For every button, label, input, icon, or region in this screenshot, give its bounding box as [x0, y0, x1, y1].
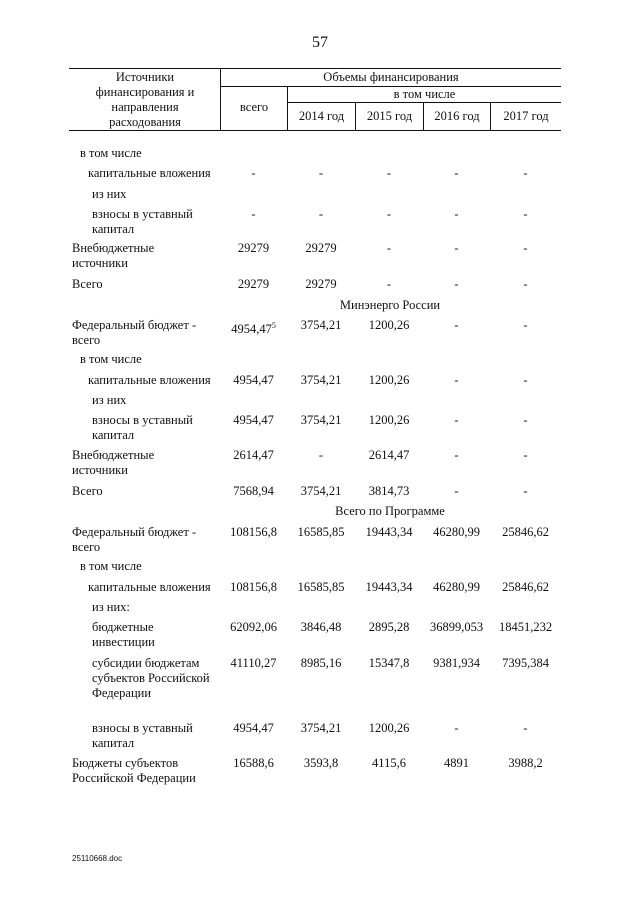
cell-year-2015: [355, 721, 423, 736]
cell-value: 19443,34: [365, 525, 413, 539]
cell-value: 4954,47: [233, 373, 274, 387]
cell-year-2014: [287, 756, 355, 771]
cell-total: [220, 580, 287, 595]
cell-value: -: [454, 721, 459, 735]
cell-year-2015: [355, 448, 423, 463]
cell-year-2017: [490, 484, 561, 499]
header-incl-rule: [287, 102, 561, 103]
cell-year-2017: [490, 580, 561, 595]
cell-value: -: [523, 166, 528, 180]
cell-year-2016: [423, 756, 490, 771]
cell-year-2017: [490, 277, 561, 292]
cell-value: -: [523, 413, 528, 427]
cell-year-2015: [355, 756, 423, 771]
cell-year-2015: [355, 166, 423, 181]
cell-year-2016: [423, 166, 490, 181]
cell-year-2017: [490, 525, 561, 540]
row-label: в том числе: [80, 146, 142, 160]
cell-year-2014: [287, 373, 355, 388]
cell-year-2016: [423, 484, 490, 499]
cell-value: -: [523, 241, 528, 255]
cell-total: [220, 413, 287, 428]
cell-total: [220, 525, 287, 540]
cell-value: -: [251, 166, 256, 180]
cell-value: -: [523, 448, 528, 462]
cell-year-2017: [490, 373, 561, 388]
cell-value: 41110,27: [230, 656, 277, 670]
cell-total: [220, 373, 287, 388]
cell-value: 4891: [444, 756, 469, 770]
cell-year-2016: [423, 620, 490, 635]
cell-year-2016: [423, 656, 490, 671]
cell-year-2014: [287, 448, 355, 463]
header-top-rule: [69, 68, 561, 69]
cell-value: 9381,934: [433, 656, 480, 670]
cell-value: -: [454, 277, 459, 291]
cell-value: 36899,053: [429, 620, 484, 634]
row-label: взносы в уставный капитал: [92, 207, 193, 236]
cell-year-2016: [423, 448, 490, 463]
row-label: бюджетные инвестиции: [92, 620, 155, 649]
cell-value: 16588,6: [233, 756, 274, 770]
cell-year-2017: [490, 207, 561, 222]
cell-year-2014: [287, 580, 355, 595]
cell-year-2014: [287, 318, 355, 333]
row-label: капитальные вложения: [88, 373, 211, 387]
row-label: взносы в уставный капитал: [92, 413, 193, 442]
cell-year-2015: [355, 525, 423, 540]
row-label: взносы в уставный капитал: [92, 721, 193, 750]
cell-year-2017: [490, 241, 561, 256]
header-volume: Объемы финансирования: [323, 70, 459, 84]
cell-year-2017: [490, 721, 561, 736]
header-year-2015: 2015 год: [366, 109, 413, 123]
header-source-column: Источники финансирования и направления расходования: [95, 70, 195, 129]
cell-value: 2614,47: [233, 448, 274, 462]
row-label: в том числе: [80, 352, 142, 366]
header-bottom-rule: [69, 130, 561, 131]
cell-value: 3988,2: [508, 756, 543, 770]
cell-value: -: [318, 207, 324, 221]
cell-value: 25846,62: [502, 580, 549, 594]
cell-value: -: [454, 166, 459, 180]
cell-value: -: [386, 241, 392, 255]
row-label: субсидии бюджетам субъектов Российской Федерации: [92, 656, 210, 700]
cell-year-2014: [287, 484, 355, 499]
cell-year-2014: [287, 656, 355, 671]
cell-total: [220, 448, 287, 463]
cell-value: 16585,85: [297, 525, 345, 539]
cell-value: 2895,28: [368, 620, 410, 634]
page-number: 57: [312, 34, 328, 51]
cell-total: [220, 721, 287, 736]
cell-year-2016: [423, 318, 490, 333]
cell-value: 7395,384: [502, 656, 549, 670]
document-filename: 25110668.doc: [72, 854, 123, 863]
cell-value: 1200,26: [368, 721, 410, 735]
row-label: из них: [92, 393, 127, 407]
cell-year-2015: [355, 277, 423, 292]
cell-value: 1200,26: [368, 373, 410, 387]
cell-total: [220, 656, 287, 671]
cell-value: 8985,16: [300, 656, 342, 670]
cell-year-2014: [287, 241, 355, 256]
cell-year-2016: [423, 241, 490, 256]
cell-value: 29279: [305, 241, 337, 255]
footnote-marker: 5: [271, 321, 276, 330]
cell-year-2014: [287, 721, 355, 736]
cell-value: 4954,47: [231, 322, 272, 336]
cell-value: -: [454, 448, 459, 462]
row-label: Федеральный бюджет - всего: [72, 318, 197, 347]
cell-value: -: [318, 448, 324, 462]
cell-year-2016: [423, 373, 490, 388]
cell-value: 16585,85: [297, 580, 345, 594]
cell-value: -: [386, 277, 392, 291]
cell-year-2014: [287, 525, 355, 540]
header-total: всего: [239, 100, 269, 114]
row-label: Внебюджетные источники: [72, 448, 155, 477]
cell-year-2014: [287, 207, 355, 222]
cell-year-2017: [490, 413, 561, 428]
cell-value: 3814,73: [368, 484, 410, 498]
header-incl: в том числе: [393, 87, 456, 101]
cell-value: -: [454, 241, 459, 255]
cell-year-2016: [423, 207, 490, 222]
cell-value: 25846,62: [502, 525, 549, 539]
cell-year-2016: [423, 580, 490, 595]
cell-value: 3754,21: [300, 373, 342, 387]
row-label: Всего: [72, 277, 103, 291]
section-heading: Всего по Программе: [335, 504, 445, 518]
cell-year-2017: [490, 656, 561, 671]
cell-value: -: [386, 166, 392, 180]
cell-value: 18451,232: [498, 620, 553, 634]
row-label: капитальные вложения: [88, 166, 211, 180]
row-label: из них: [92, 187, 127, 201]
cell-year-2015: [355, 484, 423, 499]
cell-value: -: [523, 721, 528, 735]
cell-value: 7568,94: [233, 484, 274, 498]
cell-value: 4954,47: [233, 721, 274, 735]
cell-value: 46280,99: [433, 580, 480, 594]
cell-value: 3754,21: [300, 413, 342, 427]
header-year-2016: 2016 год: [434, 109, 480, 123]
cell-value: -: [454, 207, 459, 221]
cell-total: [220, 318, 287, 337]
cell-total: [220, 207, 287, 222]
cell-value: 4954,47: [233, 413, 274, 427]
cell-value: -: [523, 207, 528, 221]
cell-value: 29279: [305, 277, 337, 291]
cell-year-2015: [355, 373, 423, 388]
cell-total: [220, 756, 287, 771]
cell-year-2016: [423, 277, 490, 292]
cell-value: 3846,48: [300, 620, 342, 634]
cell-value: -: [523, 277, 528, 291]
cell-year-2014: [287, 166, 355, 181]
header-year-2017: 2017 год: [503, 109, 549, 123]
cell-value: -: [318, 166, 324, 180]
cell-total: [220, 484, 287, 499]
cell-value: 1200,26: [368, 318, 410, 332]
cell-value: 15347,8: [368, 656, 410, 670]
cell-value: 2614,47: [368, 448, 410, 462]
cell-year-2016: [423, 525, 490, 540]
cell-value: -: [454, 413, 459, 427]
cell-value: -: [523, 484, 528, 498]
cell-value: -: [454, 318, 459, 332]
cell-value: -: [386, 207, 392, 221]
cell-value: 29279: [237, 277, 270, 291]
cell-value: 29279: [237, 241, 270, 255]
cell-year-2015: [355, 241, 423, 256]
cell-value: 108156,8: [230, 580, 277, 594]
cell-year-2015: [355, 580, 423, 595]
cell-year-2017: [490, 318, 561, 333]
row-label: в том числе: [80, 559, 142, 573]
cell-total: [220, 166, 287, 181]
section-heading: Минэнерго России: [339, 298, 441, 312]
row-label: из них:: [92, 600, 130, 614]
cell-value: -: [454, 484, 459, 498]
cell-year-2017: [490, 620, 561, 635]
cell-value: 3754,21: [300, 721, 342, 735]
cell-value: 4115,6: [372, 756, 406, 770]
cell-year-2016: [423, 413, 490, 428]
row-label: капитальные вложения: [88, 580, 211, 594]
cell-year-2017: [490, 448, 561, 463]
cell-year-2015: [355, 620, 423, 635]
cell-value: 46280,99: [433, 525, 480, 539]
cell-year-2015: [355, 207, 423, 222]
cell-year-2015: [355, 656, 423, 671]
cell-total: [220, 620, 287, 635]
header-year-2014: 2014 год: [298, 109, 345, 123]
cell-value: 108156,8: [230, 525, 277, 539]
cell-value: 19443,34: [365, 580, 413, 594]
cell-value: -: [454, 373, 459, 387]
cell-year-2015: [355, 413, 423, 428]
cell-value: -: [251, 207, 256, 221]
cell-year-2016: [423, 721, 490, 736]
cell-value: 62092,06: [230, 620, 277, 634]
row-label: Федеральный бюджет - всего: [72, 525, 197, 554]
cell-value: 1200,26: [368, 413, 410, 427]
row-label: Всего: [72, 484, 103, 498]
cell-year-2014: [287, 277, 355, 292]
cell-total: [220, 241, 287, 256]
cell-year-2015: [355, 318, 423, 333]
row-label: Бюджеты субъектов Российской Федерации: [72, 756, 196, 785]
cell-value: 3593,8: [303, 756, 339, 770]
cell-year-2017: [490, 166, 561, 181]
cell-value: -: [523, 373, 528, 387]
row-label: Внебюджетные источники: [72, 241, 155, 270]
cell-total: [220, 277, 287, 292]
cell-year-2014: [287, 620, 355, 635]
cell-value: -: [523, 318, 528, 332]
cell-value: 3754,21: [300, 318, 342, 332]
cell-year-2017: [490, 756, 561, 771]
cell-value: 3754,21: [300, 484, 342, 498]
cell-year-2014: [287, 413, 355, 428]
